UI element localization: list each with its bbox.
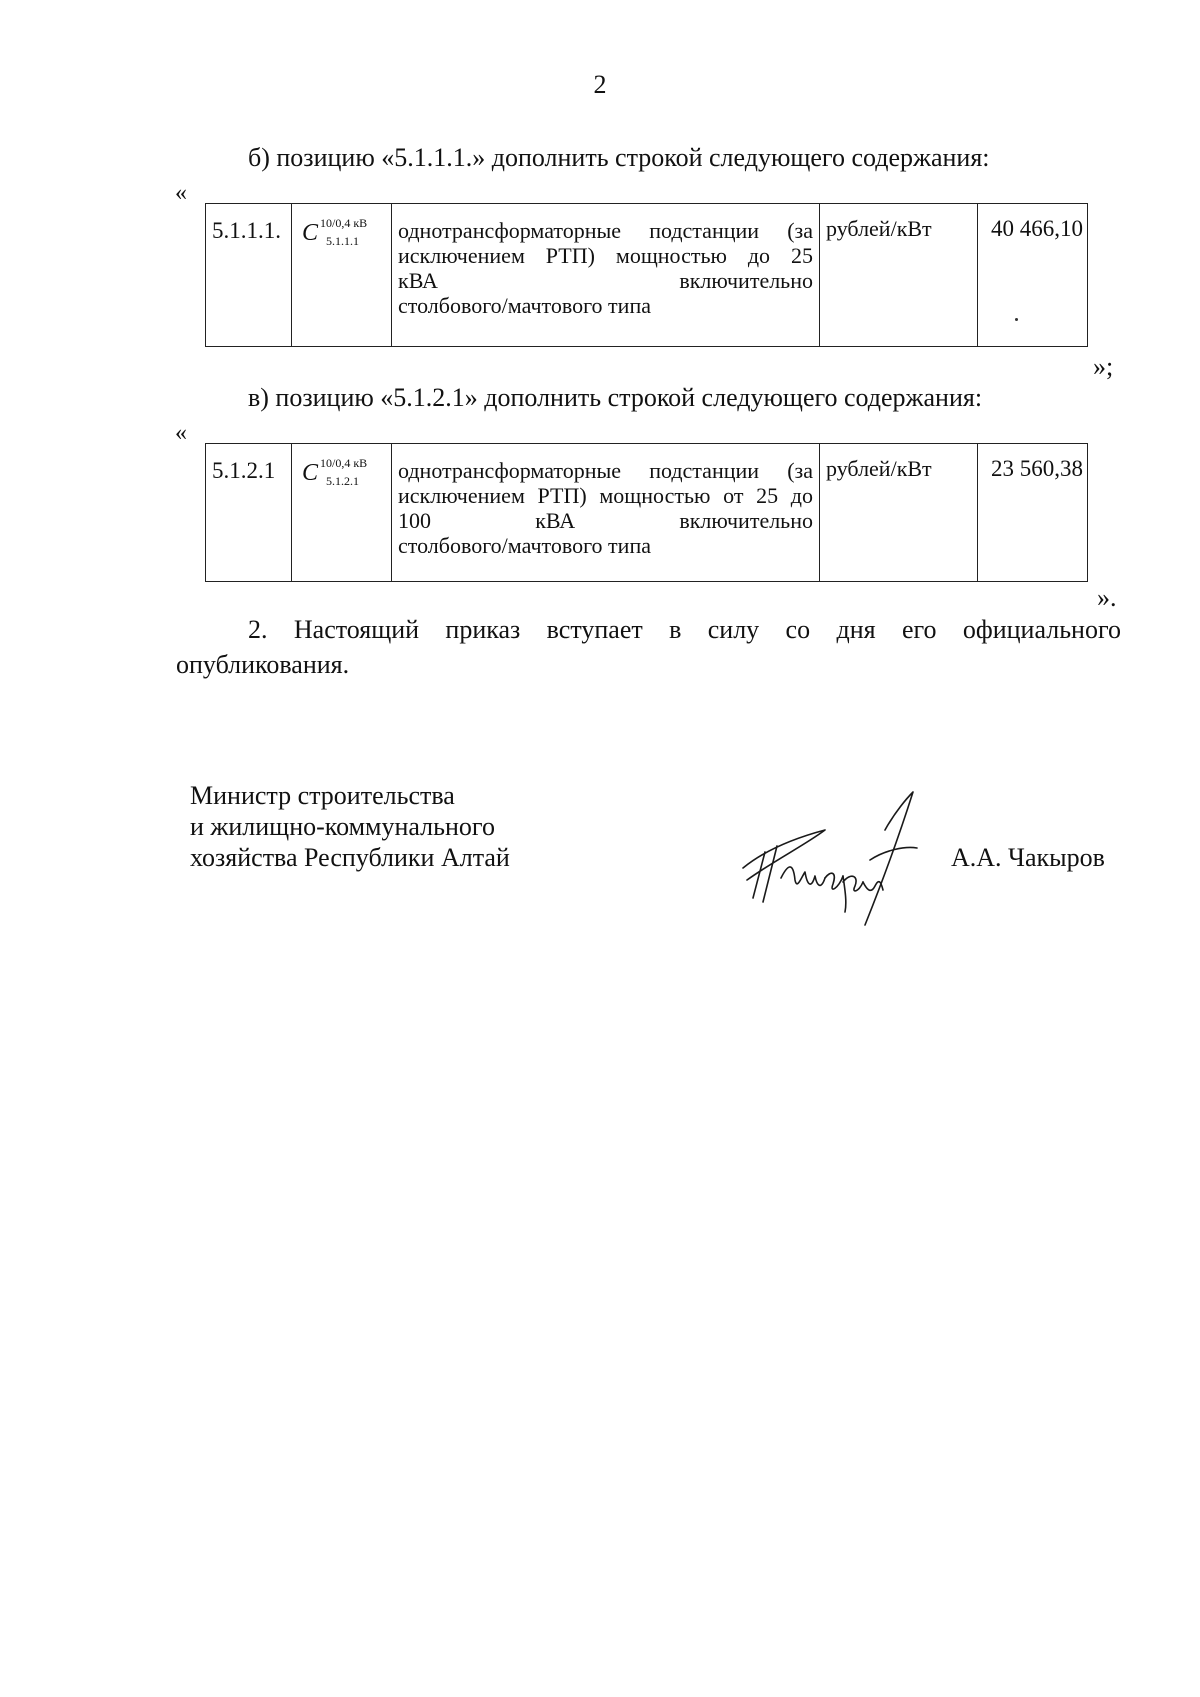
desc-line: столбового/мачтового типа <box>398 533 651 558</box>
row-code: 5.1.1.1. <box>206 204 292 347</box>
clause-2-line-1: 2. Настоящий приказ вступает в силу со дня его официального <box>248 615 1121 644</box>
item-b-close-quote: »; <box>1093 352 1114 381</box>
symbol-superscript: 10/0,4 кВ <box>320 456 368 470</box>
row-unit: рублей/кВт <box>820 444 978 582</box>
desc-line: исключением РТП) мощностью до 25 <box>398 243 813 268</box>
row-symbol <box>292 204 392 347</box>
scan-speck <box>1015 318 1018 321</box>
row-description <box>392 204 820 347</box>
position-line: Министр строительства <box>190 781 455 810</box>
desc-line: исключением РТП) мощностью от 25 до <box>398 483 813 508</box>
row-unit: рублей/кВт <box>820 204 978 347</box>
item-v-table <box>205 443 1088 582</box>
signer-name: А.А. Чакыров <box>951 843 1105 872</box>
desc-line: 100 кВА включительно <box>398 508 813 533</box>
item-v-open-quote: « <box>175 420 187 446</box>
desc-line: однотрансформаторные подстанции (за <box>398 218 813 243</box>
symbol-subscript: 5.1.1.1 <box>326 234 359 248</box>
clause-2-line-2: опубликования. <box>176 650 350 679</box>
item-b-intro: б) позицию «5.1.1.1.» дополнить строкой следующего содержания: <box>248 143 990 172</box>
desc-line: однотрансформаторные подстанции (за <box>398 458 813 483</box>
item-b-table <box>205 203 1088 347</box>
symbol-main: C <box>302 460 319 486</box>
item-v-intro: в) позицию «5.1.2.1» дополнить строкой следующего содержания: <box>248 383 983 412</box>
signatory-position <box>190 780 510 873</box>
position-line: хозяйства Республики Алтай <box>190 843 510 872</box>
row-value: 40 466,10 <box>978 204 1088 347</box>
handwritten-signature <box>735 790 965 930</box>
desc-line: столбового/мачтового типа <box>398 293 651 318</box>
position-line: и жилищно-коммунального <box>190 812 495 841</box>
desc-line: кВА включительно <box>398 268 813 293</box>
symbol-main: C <box>302 220 319 246</box>
item-v-close-quote: ». <box>1097 583 1117 612</box>
row-value: 23 560,38 <box>978 444 1088 582</box>
item-b-open-quote: « <box>175 180 187 206</box>
symbol-superscript: 10/0,4 кВ <box>320 216 368 230</box>
page-number: 2 <box>593 70 607 99</box>
row-symbol <box>292 444 392 582</box>
row-description <box>392 444 820 582</box>
table-row <box>206 204 1088 347</box>
table-row <box>206 444 1088 582</box>
symbol-subscript: 5.1.2.1 <box>326 474 359 488</box>
row-code: 5.1.2.1 <box>206 444 292 582</box>
